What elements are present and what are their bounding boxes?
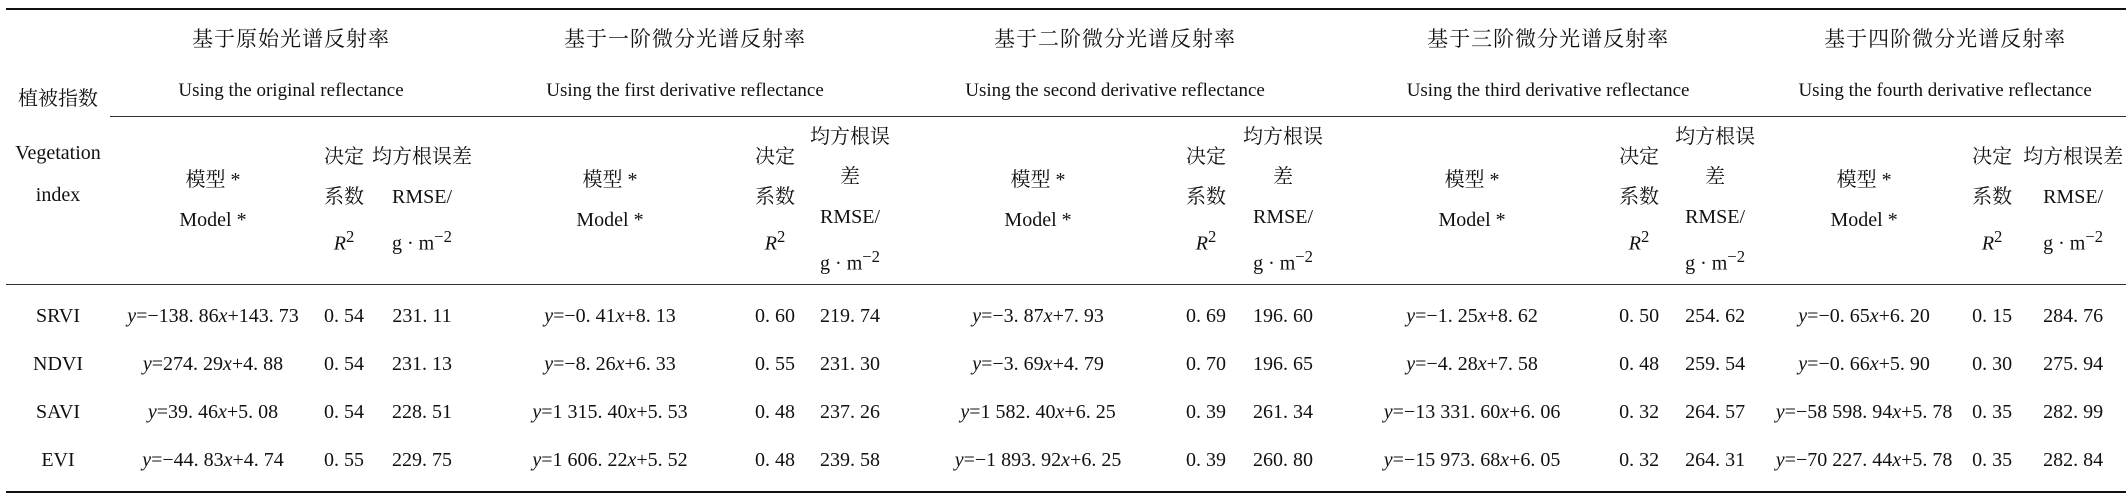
table-row [6, 341, 2126, 389]
r2-column-header [1612, 117, 1666, 285]
rmse-value-cell: 231. 13 [392, 353, 452, 376]
eq-x: x [1043, 353, 1053, 376]
eq-y: y [142, 449, 152, 472]
eq-slope: =1 582. 40 [969, 401, 1056, 424]
rmse-value-cell: 282. 84 [2043, 449, 2104, 472]
eq-intercept: +4. 79 [1052, 353, 1104, 376]
rmse-column-header [372, 117, 472, 285]
rmse-header-en: RMSE/ [1685, 206, 1746, 228]
rmse-column-header [1234, 117, 1332, 285]
rmse-unit: g · m [392, 232, 435, 255]
sub-header-row [6, 117, 2126, 285]
group-second-cn: 基于二阶微分光谱反射率 [994, 27, 1237, 51]
r2-value-cell: 0. 32 [1619, 401, 1660, 424]
eq-x: x [1477, 305, 1487, 328]
model-equation-cell [1764, 284, 1964, 341]
rmse-unit-superscript: −2 [2085, 227, 2104, 246]
rmse-value-cell: 237. 26 [820, 401, 881, 424]
rmse-value-cell: 275. 94 [2043, 353, 2104, 376]
model-equation-cell [898, 284, 1178, 341]
r2-header-cn-2: 系数 [755, 186, 795, 208]
r2-value-cell: 0. 15 [1972, 305, 2013, 328]
eq-x: x [627, 401, 637, 424]
r2-header-cn-1: 决定 [1972, 146, 2013, 168]
r2-value-cell: 0. 30 [1972, 353, 2013, 376]
model-header-cn: 模型 * [582, 169, 638, 192]
rmse-value-cell: 264. 31 [1685, 449, 1746, 472]
table-body [6, 284, 2126, 492]
model-equation-cell [472, 437, 748, 492]
rmse-value-cell: 196. 65 [1253, 353, 1314, 376]
rmse-unit-superscript: −2 [434, 227, 452, 246]
eq-intercept: +5. 90 [1878, 353, 1930, 376]
model-equation-cell [898, 437, 1178, 492]
rmse-unit: g · m [820, 252, 863, 275]
model-equation-cell [110, 284, 316, 341]
r2-column-header [1178, 117, 1234, 285]
eq-slope: =39. 46 [156, 401, 218, 424]
rmse-value-cell: 260. 80 [1253, 449, 1314, 472]
eq-intercept: +4. 88 [231, 353, 284, 376]
model-equation-cell [1764, 389, 1964, 437]
eq-slope: =1 606. 22 [541, 449, 628, 472]
eq-intercept: +5. 52 [636, 449, 688, 472]
r2-header-cn-1: 决定 [1186, 146, 1227, 168]
eq-y: y [972, 305, 982, 328]
eq-slope: =−3. 87 [981, 305, 1044, 328]
model-header-cn: 模型 * [185, 169, 241, 192]
model-equation-cell [1332, 389, 1612, 437]
r2-value-cell: 0. 39 [1186, 401, 1227, 424]
model-header-en: Model * [1438, 209, 1506, 232]
r2-symbol: R [764, 232, 777, 255]
model-equation-cell [110, 389, 316, 437]
rmse-unit: g · m [1253, 252, 1296, 275]
rmse-unit: g · m [1685, 252, 1728, 275]
eq-slope: =−4. 28 [1415, 353, 1478, 376]
vegetation-index-cell: EVI [41, 449, 75, 472]
rmse-value-cell: 261. 34 [1253, 401, 1314, 424]
eq-slope: =−0. 66 [1807, 353, 1870, 376]
eq-y: y [127, 305, 137, 328]
eq-intercept: +4. 74 [232, 449, 284, 472]
model-header-cn: 模型 * [1010, 169, 1066, 192]
r2-superscript: 2 [1641, 227, 1650, 246]
eq-slope: =−0. 41 [553, 305, 616, 328]
eq-slope: =−0. 65 [1807, 305, 1870, 328]
rmse-unit-superscript: −2 [862, 247, 880, 266]
r2-header-cn-1: 决定 [324, 146, 364, 168]
model-equation-cell [472, 389, 748, 437]
r2-symbol: R [1195, 232, 1208, 255]
eq-x: x [1869, 305, 1879, 328]
rmse-header-cn: 均方根误差 [810, 126, 891, 188]
eq-x: x [1043, 305, 1053, 328]
group-second-en: Using the second derivative reflectance [898, 66, 1332, 117]
model-equation-cell [898, 341, 1178, 389]
group-original-cn: 基于原始光谱反射率 [192, 27, 390, 51]
group-original-en: Using the original reflectance [110, 66, 472, 117]
r2-superscript: 2 [1207, 227, 1217, 246]
eq-x: x [1500, 449, 1510, 472]
r2-value-cell: 0. 39 [1186, 449, 1227, 472]
eq-x: x [218, 305, 228, 328]
group-third-cn: 基于三阶微分光谱反射率 [1427, 27, 1670, 51]
model-header-en: Model * [179, 209, 247, 232]
rmse-header-en: RMSE/ [820, 206, 881, 228]
model-equation-cell [472, 341, 748, 389]
eq-slope: =274. 29 [151, 353, 223, 376]
eq-intercept: +8. 13 [624, 305, 676, 328]
rmse-value-cell: 239. 58 [820, 449, 881, 472]
group-first-en: Using the first derivative reflectance [472, 66, 898, 117]
eq-y: y [954, 449, 964, 472]
row-header-cn: 植被指数 [18, 87, 98, 110]
row-header-cell [6, 9, 110, 284]
model-equation-cell [1332, 284, 1612, 341]
rmse-value-cell: 284. 76 [2043, 305, 2104, 328]
vegetation-index-cell: SRVI [36, 305, 80, 328]
table-row [6, 389, 2126, 437]
r2-value-cell: 0. 55 [324, 449, 364, 472]
r2-header-cn-1: 决定 [1619, 146, 1660, 168]
r2-value-cell: 0. 48 [755, 401, 795, 424]
eq-slope: =−44. 83 [151, 449, 224, 472]
rmse-value-cell: 264. 57 [1685, 401, 1746, 424]
row-header-en-1: Vegetation [15, 141, 101, 164]
model-header-cn: 模型 * [1836, 169, 1892, 192]
rmse-column-header [1666, 117, 1764, 285]
rmse-unit: g · m [2043, 232, 2086, 255]
r2-value-cell: 0. 48 [755, 449, 795, 472]
eq-y: y [1383, 449, 1393, 472]
eq-slope: =−58 598. 94 [1784, 401, 1893, 424]
eq-intercept: +8. 62 [1486, 305, 1538, 328]
eq-x: x [1892, 401, 1902, 424]
model-column-header [110, 117, 316, 285]
eq-intercept: +6. 33 [624, 353, 676, 376]
model-equation-cell [1764, 341, 1964, 389]
eq-y: y [532, 449, 542, 472]
eq-x: x [218, 401, 227, 424]
row-header-en-2: index [35, 183, 81, 206]
eq-intercept: +6. 25 [1064, 401, 1116, 424]
eq-intercept: +5. 78 [1901, 401, 1953, 424]
model-equation-cell [1764, 437, 1964, 492]
r2-value-cell: 0. 35 [1972, 449, 2013, 472]
r2-superscript: 2 [345, 227, 355, 246]
eq-y: y [1775, 449, 1785, 472]
eq-x: x [1055, 401, 1065, 424]
model-equation-cell [1332, 437, 1612, 492]
r2-symbol: R [1628, 232, 1641, 255]
eq-y: y [147, 401, 157, 424]
r2-value-cell: 0. 70 [1186, 353, 1227, 376]
rmse-value-cell: 228. 51 [392, 401, 452, 424]
model-equation-cell [472, 284, 748, 341]
eq-x: x [223, 353, 232, 376]
model-header-en: Model * [1004, 209, 1072, 232]
rmse-header-en: RMSE/ [1253, 206, 1314, 228]
eq-y: y [1798, 353, 1808, 376]
rmse-header-en: RMSE/ [2043, 186, 2104, 208]
rmse-value-cell: 231. 11 [392, 305, 452, 328]
eq-y: y [960, 401, 970, 424]
r2-symbol: R [1981, 232, 1995, 255]
r2-value-cell: 0. 54 [324, 401, 364, 424]
r2-header-cn-1: 决定 [755, 146, 795, 168]
eq-y: y [142, 353, 152, 376]
eq-y: y [544, 353, 554, 376]
eq-intercept: +143. 73 [227, 305, 299, 328]
table-row [6, 437, 2126, 492]
r2-header-cn-2: 系数 [1972, 186, 2013, 208]
r2-column-header [316, 117, 372, 285]
rmse-unit-superscript: −2 [1727, 247, 1746, 266]
eq-y: y [544, 305, 554, 328]
model-header-en: Model * [576, 209, 644, 232]
eq-slope: =−1 893. 92 [963, 449, 1062, 472]
group-fourth-cn: 基于四阶微分光谱反射率 [1824, 27, 2067, 51]
group-first-cn: 基于一阶微分光谱反射率 [564, 27, 807, 51]
eq-y: y [1406, 353, 1416, 376]
eq-slope: =−138. 86 [136, 305, 219, 328]
model-header-cn: 模型 * [1444, 169, 1500, 192]
model-equation-cell [1332, 341, 1612, 389]
r2-header-cn-2: 系数 [324, 186, 364, 208]
rmse-header-cn: 均方根误差 [2023, 146, 2124, 168]
eq-intercept: +6. 25 [1070, 449, 1122, 472]
eq-intercept: +6. 20 [1878, 305, 1930, 328]
model-equation-cell [110, 341, 316, 389]
model-equation-cell [110, 437, 316, 492]
rmse-value-cell: 282. 99 [2043, 401, 2104, 424]
rmse-value-cell: 259. 54 [1685, 353, 1746, 376]
rmse-header-en: RMSE/ [391, 186, 453, 208]
eq-intercept: +7. 93 [1052, 305, 1104, 328]
r2-superscript: 2 [776, 227, 786, 246]
model-header-en: Model * [1830, 209, 1898, 232]
rmse-unit-superscript: −2 [1295, 247, 1314, 266]
eq-x: x [1869, 353, 1879, 376]
rmse-column-header [2020, 117, 2126, 285]
table-row [6, 284, 2126, 341]
eq-slope: =−15 973. 68 [1392, 449, 1501, 472]
eq-x: x [1892, 449, 1902, 472]
eq-x: x [615, 353, 625, 376]
r2-value-cell: 0. 48 [1619, 353, 1660, 376]
eq-x: x [1477, 353, 1487, 376]
model-column-header [898, 117, 1178, 285]
r2-header-cn-2: 系数 [1619, 186, 1660, 208]
eq-y: y [1383, 401, 1393, 424]
model-column-header [1764, 117, 1964, 285]
eq-slope: =−70 227. 44 [1784, 449, 1893, 472]
r2-superscript: 2 [1994, 227, 2003, 246]
eq-slope: =−3. 69 [981, 353, 1044, 376]
vegetation-index-cell: SAVI [35, 401, 81, 424]
eq-x: x [1061, 449, 1071, 472]
eq-y: y [972, 353, 982, 376]
rmse-column-header [802, 117, 898, 285]
eq-intercept: +6. 05 [1509, 449, 1561, 472]
r2-value-cell: 0. 60 [755, 305, 795, 328]
eq-intercept: +5. 08 [226, 401, 279, 424]
model-equation-cell [898, 389, 1178, 437]
eq-y: y [532, 401, 542, 424]
eq-x: x [615, 305, 625, 328]
rmse-value-cell: 229. 75 [392, 449, 452, 472]
model-column-header [472, 117, 748, 285]
rmse-value-cell: 219. 74 [820, 305, 881, 328]
eq-slope: =−1. 25 [1415, 305, 1478, 328]
group-third-en: Using the third derivative reflectance [1332, 66, 1764, 117]
rmse-value-cell: 231. 30 [820, 353, 881, 376]
rmse-value-cell: 254. 62 [1685, 305, 1746, 328]
eq-y: y [1798, 305, 1808, 328]
r2-column-header [748, 117, 802, 285]
eq-intercept: +6. 06 [1509, 401, 1561, 424]
model-column-header [1332, 117, 1612, 285]
r2-value-cell: 0. 54 [324, 305, 364, 328]
r2-value-cell: 0. 69 [1186, 305, 1227, 328]
rmse-header-cn: 均方根误差 [372, 146, 472, 168]
eq-y: y [1775, 401, 1785, 424]
eq-x: x [223, 449, 233, 472]
eq-intercept: +5. 53 [636, 401, 688, 424]
eq-x: x [1500, 401, 1510, 424]
regression-table [6, 8, 2126, 493]
r2-column-header [1964, 117, 2020, 285]
eq-intercept: +5. 78 [1901, 449, 1953, 472]
r2-value-cell: 0. 32 [1619, 449, 1660, 472]
eq-slope: =1 315. 40 [541, 401, 628, 424]
r2-value-cell: 0. 54 [324, 353, 364, 376]
eq-x: x [627, 449, 637, 472]
r2-header-cn-2: 系数 [1186, 186, 1227, 208]
r2-value-cell: 0. 35 [1972, 401, 2013, 424]
eq-y: y [1406, 305, 1416, 328]
group-fourth-en: Using the fourth derivative reflectance [1764, 66, 2126, 117]
rmse-header-cn: 均方根误差 [1675, 126, 1756, 188]
r2-value-cell: 0. 55 [755, 353, 795, 376]
rmse-value-cell: 196. 60 [1253, 305, 1314, 328]
eq-slope: =−13 331. 60 [1392, 401, 1501, 424]
eq-intercept: +7. 58 [1486, 353, 1538, 376]
vegetation-index-cell: NDVI [33, 353, 83, 376]
r2-symbol: R [333, 232, 346, 255]
rmse-header-cn: 均方根误差 [1243, 126, 1324, 188]
r2-value-cell: 0. 50 [1619, 305, 1660, 328]
eq-slope: =−8. 26 [553, 353, 616, 376]
